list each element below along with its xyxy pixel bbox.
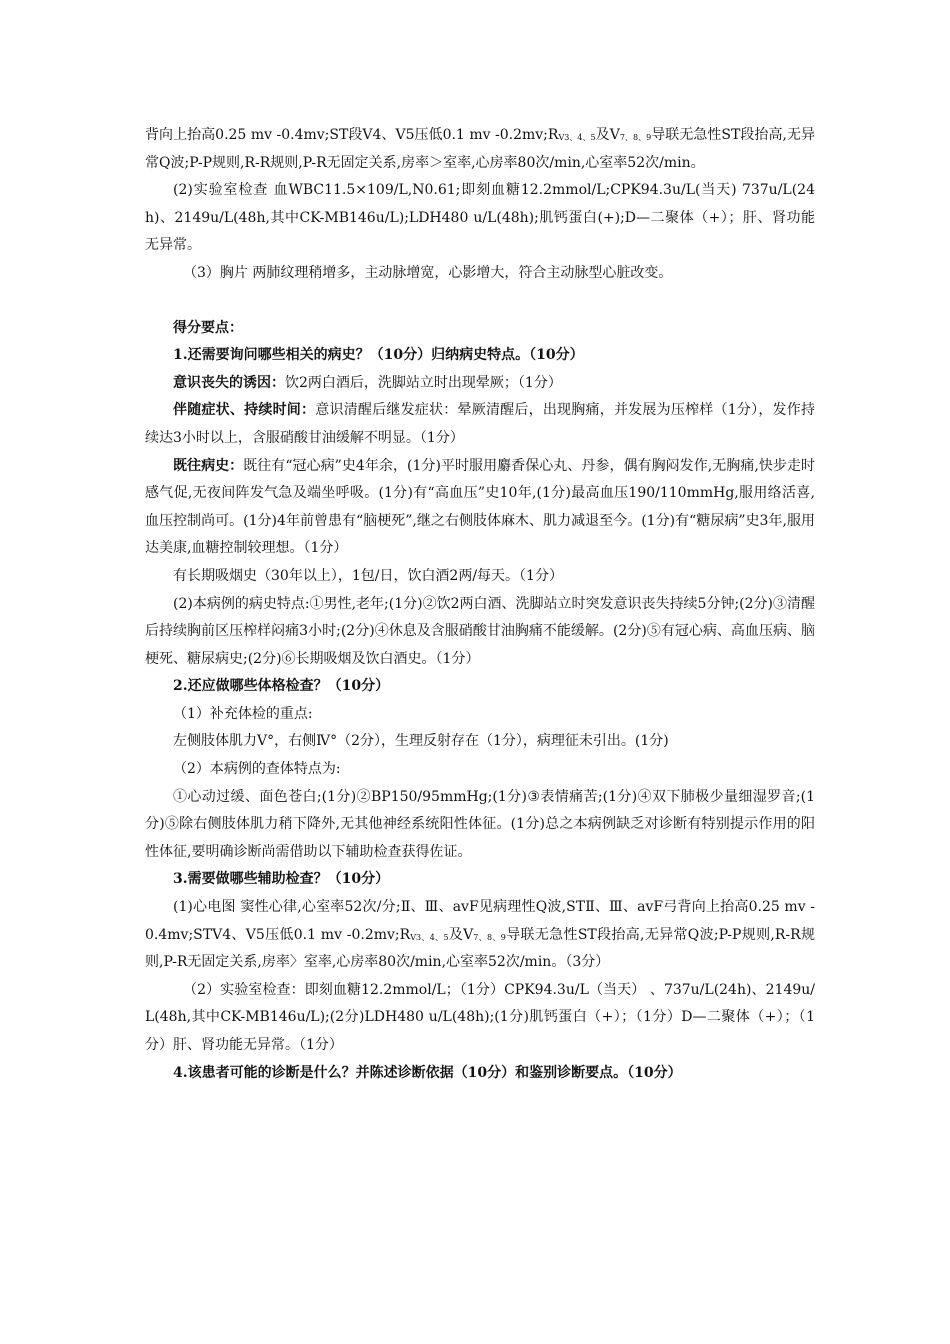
q3-ecg: (1)心电图 窦性心律,心室率52次/分;Ⅱ、Ⅲ、avF见病理性Q波,STⅡ、Ⅲ、avF弓背向上抬高0.25 mv -0.4mv;STV4、V5压低0.1 mv $-0.2mv;R_{V3、4、5}$及$V_{7、8、9}$导联无急性ST段抬高,无异常Q波;P-P规则,R-R规则,P-R无固定关系,房率〉室率,心房率80次/min,心室率52次/min。（3分） — [145, 899, 815, 971]
q1-history: 既往病史：既往有“冠心病”史4年余，(1分)平时服用麝香保心丸、丹参，偶有胸闷发作,无胸痛,快步走时感气促,无夜间阵发气急及端坐呼吸。(1分)有“高血压”史10年,(1分)最高血压190/110mmHg,服用络活喜,血压控制尚可。(1分)4年前曾患有“脑梗死”,继之右侧肢体麻木、肌力减退至今。(1分)有“糖尿病”史3年,服用达美康,血糖控制较理想。（1分） — [145, 457, 816, 557]
q1-smoking: 有长期吸烟史（30年以上），1包/日，饮白酒2两/每天。（1分） — [173, 567, 563, 584]
score-heading: 得分要点： — [173, 319, 243, 336]
lab-paragraph: (2)实验室检查 血WBC11.5×109/L,N0.61;即刻血糖12.2mmol/L;CPK94.3u/L(当天) 737u/L(24h)、2149u/L(48h,其中CK-MB146u/L);LDH480 u/L(48h);肌钙蛋白(+);D—二聚体（+）；肝、肾功能无异常。 — [145, 182, 815, 254]
lead-subscript: 7、8、9 — [619, 133, 652, 142]
question-3-heading: 3.需要做哪些辅助检查？（10分） — [173, 871, 390, 888]
q2-features-title: （2）本病例的查体特点为: — [173, 761, 341, 778]
xray-paragraph: （3）胸片 两肺纹理稍增多，主动脉增宽，心影增大，符合主动脉型心脏改变。 — [183, 264, 673, 281]
q2-features-text: ①心动过缓、面色苍白;(1分)②BP150/95mmHg;(1分)③表情痛苦;(1分)④双下肺极少量细湿罗音;(1分)⑤除右侧肢体肌力稍下降外,无其他神经系统阳性体征。(1分)总之本病例缺乏对诊断有特别提示作用的阳性体征,要明确诊断尚需借助以下辅助检查获得佐证。 — [145, 788, 815, 860]
q1-history-label: 既往病史： — [173, 457, 244, 474]
q1-symptoms-label: 伴随症状、持续时间： — [173, 402, 316, 419]
lead-subscript: V3、4、5 — [410, 932, 449, 942]
document-body — [145, 122, 815, 1087]
ecg-continuation: 背向上抬高0.25 mv -0.4mv;ST段V4、V5压低0.1 mv $-0.2mv;R_{V3、4、5}$及$V_{7、8、9}$导联无急性ST段抬高,无异常Q波;P-P规则,R-R规则,P-R无固定关系,房率＞室率,心房率80次/min,心室率52次/min。 — [145, 127, 815, 171]
q1-trigger: 意识丧失的诱因：饮2两白酒后，洗脚站立时出现晕厥；（1分） — [173, 374, 562, 391]
question-2-heading: 2.还应做哪些体格检查？（10分） — [173, 678, 390, 695]
question-4-heading: 4.该患者可能的诊断是什么？并陈述诊断依据（10分）和鉴别诊断要点。（10分） — [173, 1064, 682, 1081]
q2-supplement-title: （1）补充体检的重点: — [173, 705, 313, 722]
q3-lab: （2）实验室检查：即刻血糖12.2mmol/L；（1分）CPK94.3u/L（当天） 、737u/L(24h)、2149u/L(48h,其中CK-MB146u/L);(2分)LDH480 u/L(48h);(1分)肌钙蛋白（+）；（1分）D—二聚体（+）；（1分）肝、肾功能无异常。（1分） — [145, 981, 815, 1053]
lead-subscript: V3、4、5 — [558, 133, 596, 142]
q1-symptoms: 伴随症状、持续时间：意识清醒后继发症状：晕厥清醒后，出现胸痛，并发展为压榨样（1分），发作持续达3小时以上，含服硝酸甘油缓解不明显。（1分） — [145, 402, 816, 446]
lead-subscript: 7、8、9 — [473, 932, 506, 942]
q2-supplement-text: 左侧肢体肌力Ⅴ°，右侧Ⅳ°（2分），生理反射存在（1分），病理征未引出。(1分) — [173, 733, 669, 750]
q1-features: (2)本病例的病史特点:①男性,老年;(1分)②饮2两白酒、洗脚站立时突发意识丧失持续5分钟;(2分)③清醒后持续胸前区压榨样闷痛3小时;(2分)④休息及含服硝酸甘油胸痛不能缓解。(2分)⑤有冠心病、高血压病、脑梗死、糖尿病史;(2分)⑥长期吸烟及饮白酒史。（1分） — [145, 595, 815, 667]
spacer — [145, 288, 815, 315]
q1-trigger-label: 意识丧失的诱因： — [173, 374, 285, 391]
question-1-heading: 1.还需要询问哪些相关的病史？（10分）归纳病史特点。（10分） — [173, 347, 584, 364]
